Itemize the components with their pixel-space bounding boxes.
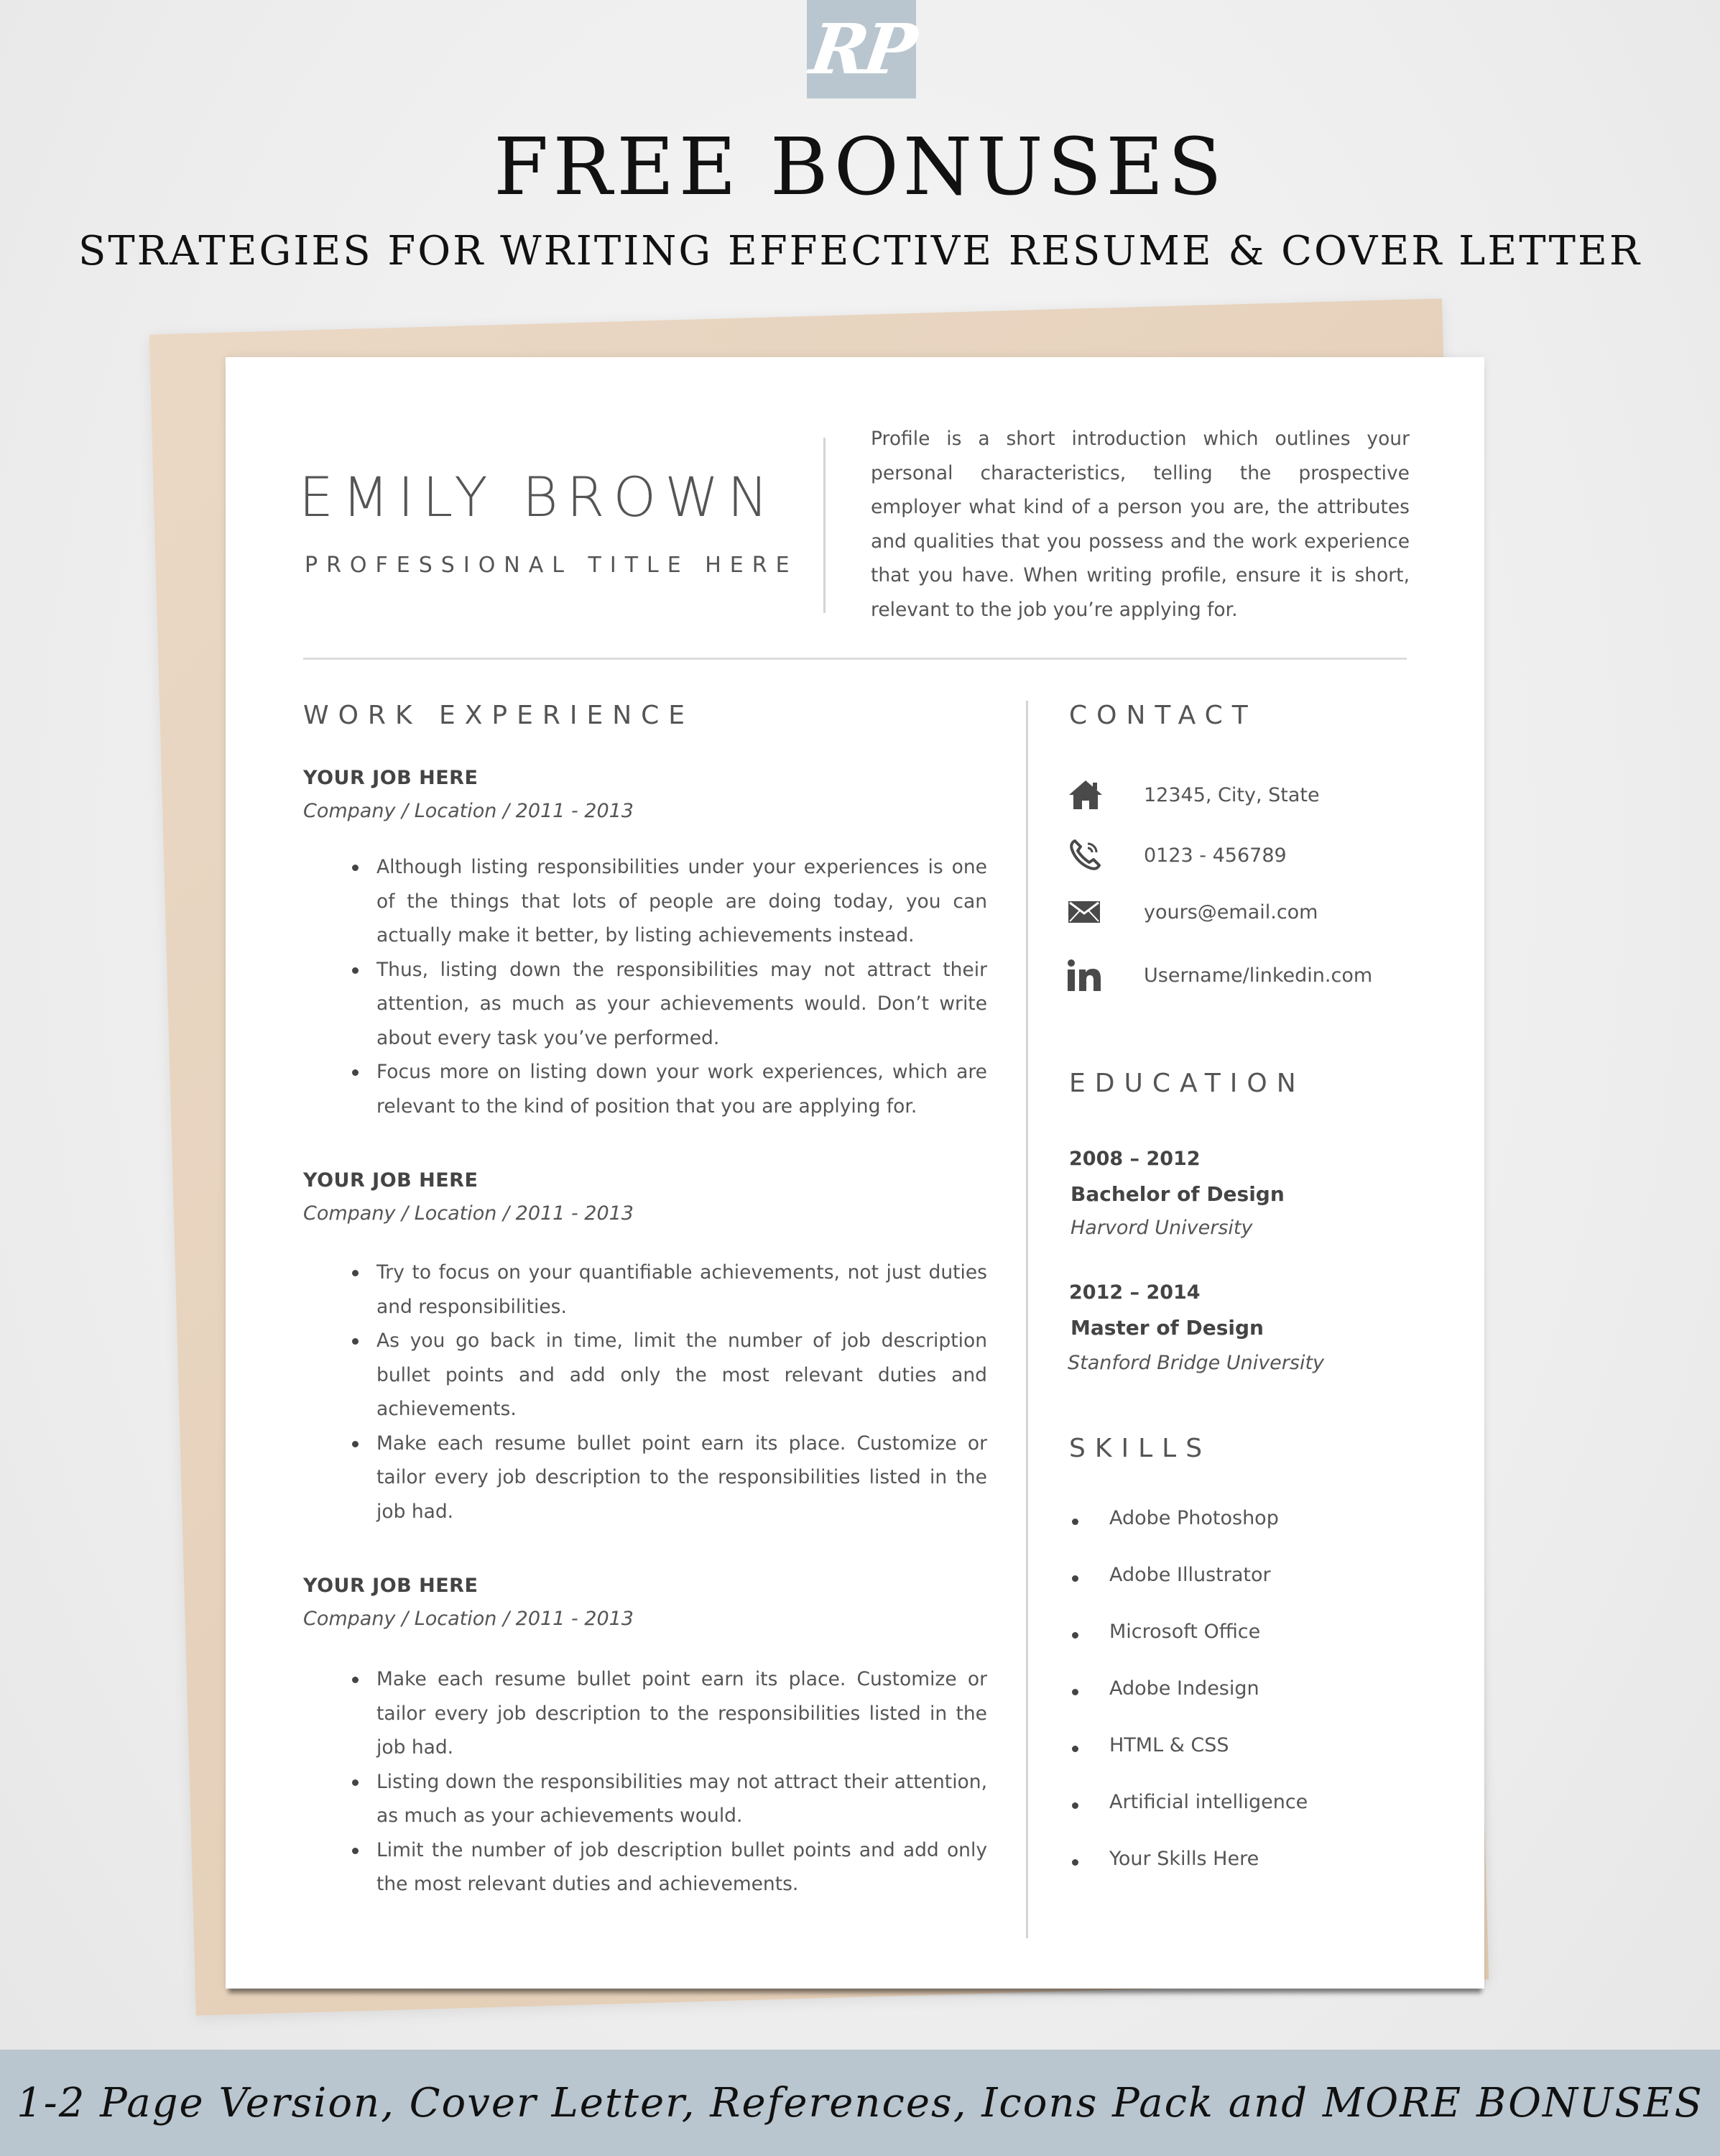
job-bullet: Limit the number of job description bullet points and add only the most relevant duties and achievements. (376, 1833, 987, 1902)
skills-list (1071, 1507, 1308, 1904)
skill-item: Microsoft Office (1071, 1621, 1308, 1677)
job-meta: Company / Location / 2011 - 2013 (303, 1608, 634, 1630)
skills-heading: SKILLS (1069, 1434, 1212, 1463)
page-title: FREE BONUSES (494, 121, 1226, 213)
contact-linkedin (1068, 957, 1373, 994)
job-meta: Company / Location / 2011 - 2013 (303, 1202, 634, 1225)
skill-item: Your Skills Here (1071, 1848, 1308, 1904)
header-divider (823, 438, 826, 613)
contact-text: 0123 - 456789 (1144, 844, 1287, 867)
job-bullet: As you go back in time, limit the number of job description bullet points and add only the most relevant duties and achievements. (376, 1324, 987, 1427)
job-bullet: Try to focus on your quantifiable achievements, not just duties and responsibilities. (376, 1256, 987, 1324)
page-subtitle: STRATEGIES FOR WRITING EFFECTIVE RESUME & COVER LETTER (78, 228, 1642, 275)
skill-item: Artificial intelligence (1071, 1791, 1308, 1848)
email-icon (1068, 893, 1108, 931)
brand-logo (807, 0, 916, 98)
resume-professional-title: PROFESSIONAL TITLE HERE (305, 553, 798, 578)
column-divider (1026, 701, 1028, 1938)
phone-icon (1068, 837, 1108, 874)
job-bullet: Make each resume bullet point earn its place. Customize or tailor every job description to the responsibilities listed in the job had. (376, 1427, 987, 1529)
skill-item: HTML & CSS (1071, 1734, 1308, 1791)
contact-text: yours@email.com (1144, 900, 1318, 923)
section-rule (303, 658, 1407, 660)
contact-text: Username/linkedin.com (1144, 964, 1373, 987)
resume-page (226, 357, 1484, 1989)
job-title: YOUR JOB HERE (303, 1575, 478, 1597)
job-title: YOUR JOB HERE (303, 767, 478, 789)
resume-profile: Profile is a short introduction which outlines your personal characteristics, telling the prospective employer what kind of a person you are, the attributes and qualities that you possess and the work experience that you have. When writing profile, ensure it is short, relevant to the job you’re applying for. (871, 428, 1410, 621)
footer-banner (0, 2050, 1720, 2156)
skill-item: Adobe Photoshop (1071, 1507, 1308, 1564)
job-bullets (348, 1256, 987, 1529)
job-bullet: Thus, listing down the responsibilities may not attract their attention, as much as your achievements would. Don’t write about every task you’ve performed. (376, 953, 987, 1056)
linkedin-icon (1068, 957, 1108, 994)
job-bullet: Listing down the responsibilities may not attract their attention, as much as your achievements would. (376, 1765, 987, 1833)
home-icon (1068, 776, 1108, 814)
job-bullets (348, 850, 987, 1123)
education-heading: EDUCATION (1069, 1069, 1305, 1098)
contact-email (1068, 893, 1318, 931)
education-years: 2012 – 2014 (1069, 1281, 1201, 1304)
education-degree: Master of Design (1071, 1316, 1264, 1340)
work-experience-heading: WORK EXPERIENCE (303, 701, 695, 730)
skill-item: Adobe Indesign (1071, 1677, 1308, 1734)
education-years: 2008 – 2012 (1069, 1148, 1201, 1170)
job-bullets (348, 1662, 987, 1902)
contact-address (1068, 776, 1320, 814)
education-degree: Bachelor of Design (1071, 1182, 1285, 1206)
skill-item: Adobe Illustrator (1071, 1564, 1308, 1621)
resume-name: EMILY BROWN (299, 465, 777, 529)
brand-logo-text: RP (805, 9, 917, 90)
education-school: Stanford Bridge University (1068, 1352, 1325, 1374)
contact-heading: CONTACT (1069, 701, 1257, 730)
job-bullet: Make each resume bullet point earn its place. Customize or tailor every job description to the responsibilities listed in the job had. (376, 1662, 987, 1765)
job-bullet: Focus more on listing down your work experiences, which are relevant to the kind of position that you are applying for. (376, 1055, 987, 1123)
contact-text: 12345, City, State (1144, 783, 1320, 806)
job-bullet: Although listing responsibilities under your experiences is one of the things that lots of people are doing today, you can actually make it better, by listing achievements instead. (376, 850, 987, 953)
footer-text: 1-2 Page Version, Cover Letter, References, Icons Pack and MORE BONUSES (17, 2079, 1703, 2127)
education-school: Harvord University (1071, 1217, 1253, 1239)
job-meta: Company / Location / 2011 - 2013 (303, 800, 634, 822)
job-title: YOUR JOB HERE (303, 1169, 478, 1192)
contact-phone (1068, 837, 1287, 874)
